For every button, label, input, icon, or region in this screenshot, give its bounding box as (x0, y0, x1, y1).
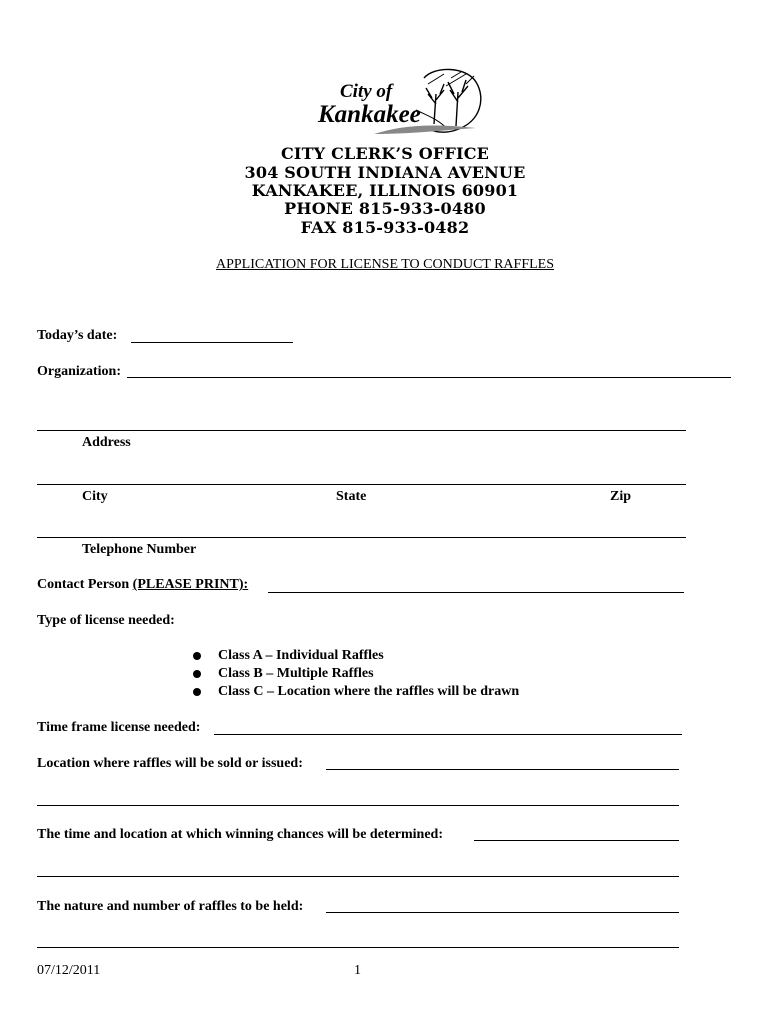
bullet-icon (193, 688, 201, 696)
class-c-option: Class C – Location where the raffles will be drawn (218, 684, 520, 699)
contact-person-label (37, 577, 248, 593)
timeframe-label: Time frame license needed: (37, 720, 201, 735)
date-label: Today’s date: (37, 328, 118, 343)
location-sold-field-line2[interactable] (37, 805, 679, 806)
time-location-label: The time and location at which winning chances will be determined: (37, 827, 444, 842)
footer-date: 07/12/2011 (37, 963, 101, 978)
nature-field[interactable] (326, 912, 679, 913)
contact-label-note: (PLEASE PRINT): (132, 577, 249, 592)
date-field[interactable] (131, 342, 293, 343)
header-fax: FAX 815-933-0482 (300, 218, 470, 237)
city-state-zip-field[interactable] (37, 484, 686, 485)
city-of-kankakee-logo (316, 64, 488, 140)
page-number: 1 (354, 963, 361, 978)
header-phone: PHONE 815-933-0480 (284, 199, 486, 218)
header-office: CITY CLERK’S OFFICE (280, 144, 490, 163)
organization-label: Organization: (37, 364, 121, 379)
header-street: 304 SOUTH INDIANA AVENUE (244, 163, 526, 182)
organization-field[interactable] (127, 377, 731, 378)
contact-label-text: Contact Person (37, 577, 130, 592)
zip-label: Zip (610, 489, 632, 504)
location-sold-label: Location where raffles will be sold or issued: (37, 756, 303, 771)
timeframe-field[interactable] (214, 734, 682, 735)
form-title: APPLICATION FOR LICENSE TO CONDUCT RAFFLES (216, 257, 554, 272)
city-label: City (82, 489, 108, 504)
telephone-label: Telephone Number (82, 542, 197, 557)
logo-line2: Kankakee (318, 101, 421, 128)
address-field[interactable] (37, 430, 686, 431)
nature-field-line2[interactable] (37, 947, 679, 948)
time-location-field[interactable] (474, 840, 679, 841)
license-type-label: Type of license needed: (37, 613, 175, 628)
time-location-field-line2[interactable] (37, 876, 679, 877)
class-a-option: Class A – Individual Raffles (218, 648, 384, 663)
address-label: Address (82, 435, 131, 450)
header-city: KANKAKEE, ILLINOIS 60901 (251, 181, 519, 200)
telephone-field[interactable] (37, 537, 686, 538)
state-label: State (336, 489, 367, 504)
class-b-option: Class B – Multiple Raffles (218, 666, 374, 681)
nature-label: The nature and number of raffles to be held: (37, 899, 304, 914)
bullet-icon (193, 670, 201, 678)
contact-person-field[interactable] (268, 592, 684, 593)
logo-line1: City of (340, 81, 393, 102)
bullet-icon (193, 652, 201, 660)
location-sold-field[interactable] (326, 769, 679, 770)
